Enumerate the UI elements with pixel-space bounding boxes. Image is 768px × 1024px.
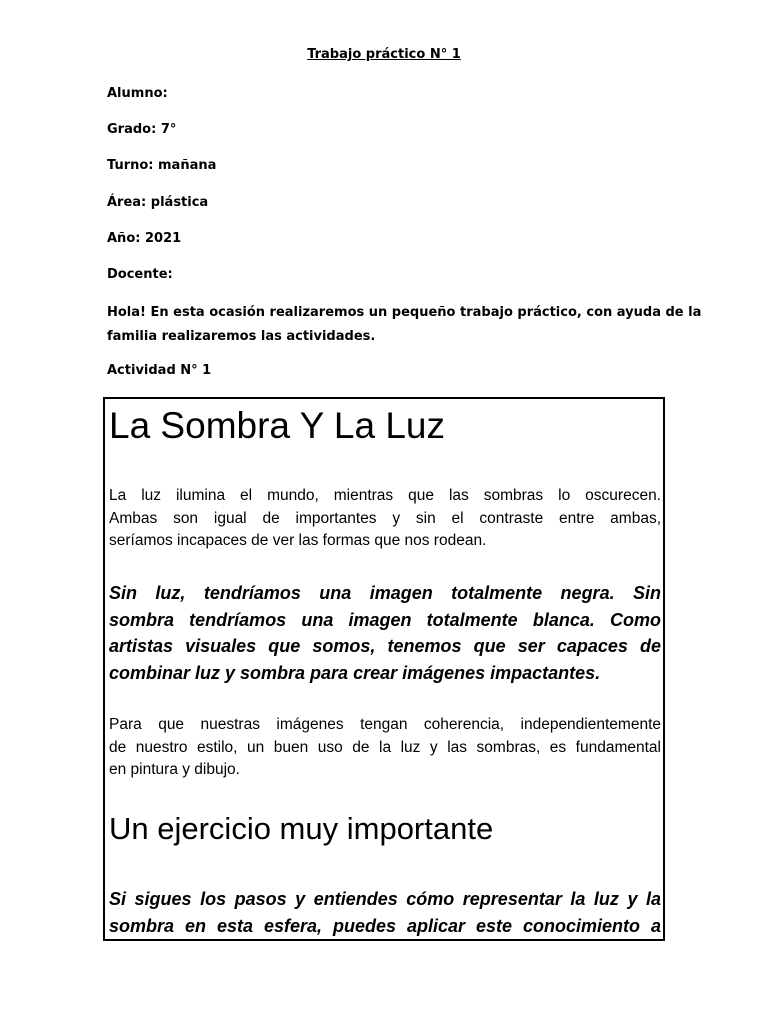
article-title: La Sombra Y La Luz	[109, 405, 445, 446]
field-anio: Año: 2021	[107, 231, 182, 246]
paragraph-line: sombra tendríamos una imagen totalmente blanca. Como	[109, 609, 661, 630]
paragraph-line: en pintura y dibujo.	[109, 761, 240, 778]
intro-paragraph	[107, 301, 702, 349]
article-box	[103, 397, 665, 941]
field-docente: Docente:	[107, 267, 173, 282]
field-area: Área: plástica	[107, 195, 209, 210]
paragraph-line: Ambas son igual de importantes y sin el contraste entre ambas,	[109, 509, 661, 527]
article-paragraph-1	[109, 485, 661, 553]
activity-label: Actividad N° 1	[107, 363, 212, 378]
field-grado: Grado: 7°	[107, 122, 177, 137]
paragraph-line: combinar luz y sombra para crear imágenes impactantes.	[109, 662, 601, 683]
paragraph-line: La luz ilumina el mundo, mientras que las sombras lo oscurecen.	[109, 487, 661, 504]
paragraph-line: Para que nuestras imágenes tengan coherencia, independientemente	[109, 716, 661, 733]
document-title: Trabajo práctico N° 1	[307, 47, 461, 62]
field-alumno: Alumno:	[107, 86, 168, 101]
paragraph-line: Sin luz, tendríamos una imagen totalmente negra. Sin	[109, 583, 661, 603]
paragraph-line: sombra en esta esfera, puedes aplicar este conocimiento a	[109, 915, 661, 936]
paragraph-line: de nuestro estilo, un buen uso de la luz y las sombras, es fundamental	[109, 738, 661, 756]
article-paragraph-2	[109, 580, 661, 686]
paragraph-line: Si sigues los pasos y entiendes cómo representar la luz y la	[109, 889, 661, 909]
article-paragraph-4	[109, 886, 661, 939]
intro-line: familia realizaremos las actividades.	[107, 329, 376, 344]
field-turno: Turno: mañana	[107, 158, 217, 173]
article-subtitle: Un ejercicio muy importante	[109, 811, 494, 846]
article-paragraph-3	[109, 714, 661, 782]
paragraph-line: artistas visuales que somos, tenemos que ser capaces de	[109, 636, 661, 656]
paragraph-line: seríamos incapaces de ver las formas que nos rodean.	[109, 532, 487, 549]
intro-line: Hola! En esta ocasión realizaremos un pequeño trabajo práctico, con ayuda de la	[107, 305, 702, 320]
